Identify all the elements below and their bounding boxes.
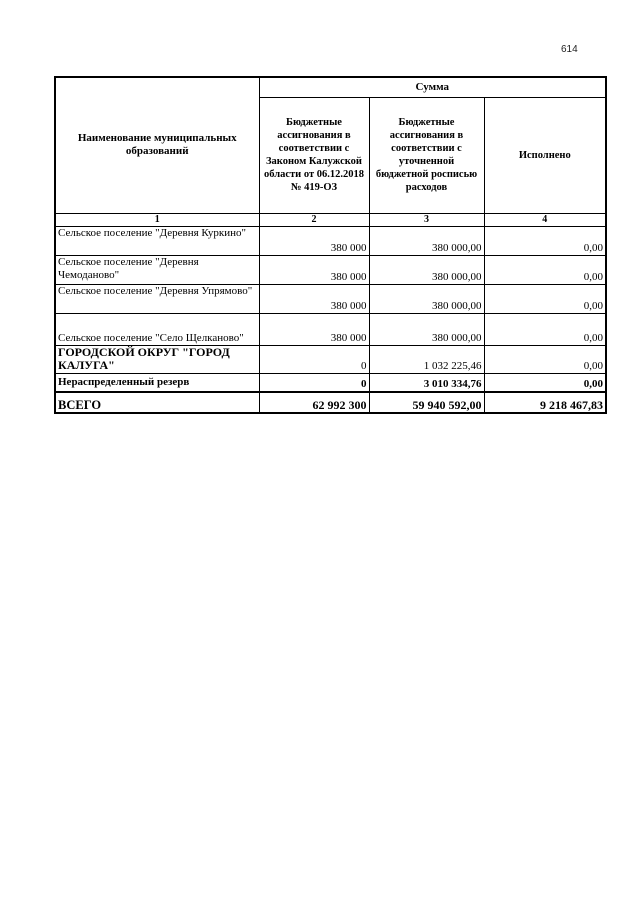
row-executed-value: 0,00	[484, 226, 606, 255]
table-row	[55, 373, 606, 392]
row-executed-value: 0,00	[484, 255, 606, 284]
column-number-row	[55, 213, 606, 226]
total-label: ВСЕГО	[55, 392, 259, 413]
table-row	[55, 284, 606, 313]
header-executed: Исполнено	[484, 97, 606, 213]
budget-table	[54, 76, 607, 414]
column-number: 4	[484, 213, 606, 226]
table-row	[55, 313, 606, 345]
header-sum: Сумма	[259, 77, 606, 97]
total-row	[55, 392, 606, 413]
row-law-value: 0	[259, 345, 369, 373]
row-law-value: 380 000	[259, 226, 369, 255]
table-row	[55, 255, 606, 284]
row-executed-value: 0,00	[484, 284, 606, 313]
row-name: ГОРОДСКОЙ ОКРУГ "ГОРОД КАЛУГА"	[55, 345, 259, 373]
row-name: Нераспределенный резерв	[55, 373, 259, 392]
header-law-allocation: Бюджетные ассигнования в соответствии с Законом Калужской области от 06.12.2018 № 419-ОЗ	[259, 97, 369, 213]
page-number: 614	[561, 44, 578, 55]
table-row	[55, 345, 606, 373]
row-name: Сельское поселение "Деревня Упрямово"	[55, 284, 259, 313]
row-law-value: 0	[259, 373, 369, 392]
row-refined-value: 1 032 225,46	[369, 345, 484, 373]
column-number: 3	[369, 213, 484, 226]
row-name: Сельское поселение "Село Щелканово"	[55, 313, 259, 345]
row-refined-value: 380 000,00	[369, 313, 484, 345]
total-executed-value: 9 218 467,83	[484, 392, 606, 413]
row-refined-value: 3 010 334,76	[369, 373, 484, 392]
column-number: 1	[55, 213, 259, 226]
row-executed-value: 0,00	[484, 313, 606, 345]
row-law-value: 380 000	[259, 313, 369, 345]
table-row	[55, 226, 606, 255]
row-name: Сельское поселение "Деревня Куркино"	[55, 226, 259, 255]
row-name: Сельское поселение "Деревня Чемоданово"	[55, 255, 259, 284]
row-refined-value: 380 000,00	[369, 255, 484, 284]
row-executed-value: 0,00	[484, 345, 606, 373]
column-number: 2	[259, 213, 369, 226]
header-refined-allocation: Бюджетные ассигнования в соответствии с уточненной бюджетной росписью расходов	[369, 97, 484, 213]
header-row-group	[55, 77, 606, 97]
row-law-value: 380 000	[259, 255, 369, 284]
total-refined-value: 59 940 592,00	[369, 392, 484, 413]
row-refined-value: 380 000,00	[369, 226, 484, 255]
header-name: Наименование муниципальных образований	[55, 77, 259, 213]
row-law-value: 380 000	[259, 284, 369, 313]
row-executed-value: 0,00	[484, 373, 606, 392]
total-law-value: 62 992 300	[259, 392, 369, 413]
row-refined-value: 380 000,00	[369, 284, 484, 313]
